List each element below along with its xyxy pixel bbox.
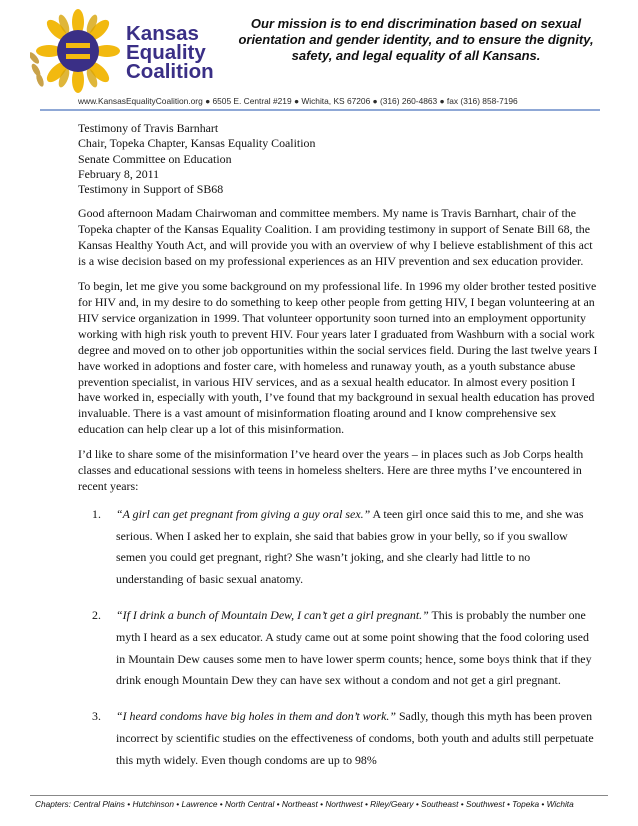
footer-label: Chapters: <box>35 799 71 809</box>
contact-line: www.KansasEqualityCoalition.org ● 6505 E. Central #219 ● Wichita, KS 67206 ● (316) 260-4863 ● fax (316) 858-7196 <box>78 96 518 106</box>
mission-statement: Our mission is to end discrimination based on sexual orientation and gender identity, and to ensure the dignity, safety, and legal equality of all Kansans. <box>238 16 594 63</box>
header-line: Testimony in Support of SB68 <box>78 182 224 197</box>
list-number: 3. <box>92 709 101 724</box>
kec-logo <box>30 8 250 94</box>
chapters-footer <box>35 799 574 809</box>
list-item <box>78 504 600 591</box>
myth-quote: “If I drink a bunch of Mountain Dew, I can’t get a girl pregnant.” <box>116 608 429 623</box>
myth-text: This is probably the number one myth I heard as a sex educator. A study came out at some point showing that the food coloring used in Mountain Dew causes some men to have lower sperm counts; hence, some boys think that if they drink enough Mountain Dew they can have sex without a condom and not get a girl pregnant. <box>116 608 592 688</box>
header-divider <box>40 109 600 111</box>
myth-quote: “A girl can get pregnant from giving a guy oral sex.” <box>116 506 371 521</box>
logo-line-1: Kansas <box>126 22 199 45</box>
logo-text <box>126 24 214 81</box>
paragraph: To begin, let me give you some background on my professional life. In 1996 my older brother tested positive for HIV and, in my desire to do something to keep other people from getting HIV, I began volunteering at an HIV service organization in 1999. That volunteer opportunity soon turned into an employment opportunity working with high risk youth to prevent HIV. Four years later I graduated from Washburn with a social work degree and moved on to other job opportunities within the social services field. During the last twelve years I have worked in adoptions and foster care, with homeless and runaway youth, as a youth substance abuse prevention specialist, in various HIV services, and as a sexual health educator. In almost every position I have worked in, especially with youth, I’ve found that my background in sexual health education has proved invaluable. There is a vast amount of misinformation floating around and I know comprehensive sex education can help clear up a lot of this misinformation. <box>78 279 598 437</box>
header-line: Chair, Topeka Chapter, Kansas Equality Coalition <box>78 136 316 151</box>
myth-list <box>78 504 600 772</box>
myth-text: A teen girl once said this to me, and she was serious. When I asked her to explain, she said that babies grow in your belly, so if you swallow semen you could get pregnant, right? She wasn’t joking, and she clearly had little to no understanding of basic sexual anatomy. <box>116 506 584 587</box>
sunflower-icon <box>30 8 130 94</box>
testimony-body <box>78 121 600 786</box>
list-item <box>78 605 600 692</box>
testimony-header <box>78 121 600 197</box>
paragraph: Good afternoon Madam Chairwoman and committee members. My name is Travis Barnhart, chair of the Topeka chapter of the Kansas Equality Coalition. I am providing testimony in support of Senate Bill 68, the Kansas Healthy Youth Act, and will provide you with an overview of why I believe establishment of this act is a wise decision based on my professional experiences as an HIV prevention and sex education provider. <box>78 206 593 269</box>
footer-chapters: Central Plains • Hutchinson • Lawrence • North Central • Northeast • Northwest • Riley/Geary • Southeast • Southwest • Topeka • Wichita <box>73 799 574 809</box>
logo-line-3: Coalition <box>126 60 214 83</box>
list-number: 2. <box>92 608 101 623</box>
header-line: February 8, 2011 <box>78 166 160 181</box>
footer-divider <box>30 795 608 796</box>
list-number: 1. <box>92 506 101 521</box>
myth-quote: “I heard condoms have big holes in them and don’t work.” <box>116 709 396 724</box>
myth-text: Sadly, though this myth has been proven incorrect by scientific studies on the effectiveness of condoms, both youth and adults still perpetuate this myth widely. Even though condoms are up to 98% <box>116 709 594 767</box>
header-line: Testimony of Travis Barnhart <box>78 121 219 135</box>
header-line: Senate Committee on Education <box>78 151 232 166</box>
logo-line-2: Equality <box>126 41 206 64</box>
paragraph: I’d like to share some of the misinformation I’ve heard over the years – in places such as Job Corps health classes and educational sessions with teens in homeless shelters. Here are three myths I’ve encountered in recent years: <box>78 447 584 493</box>
list-item <box>78 706 600 771</box>
